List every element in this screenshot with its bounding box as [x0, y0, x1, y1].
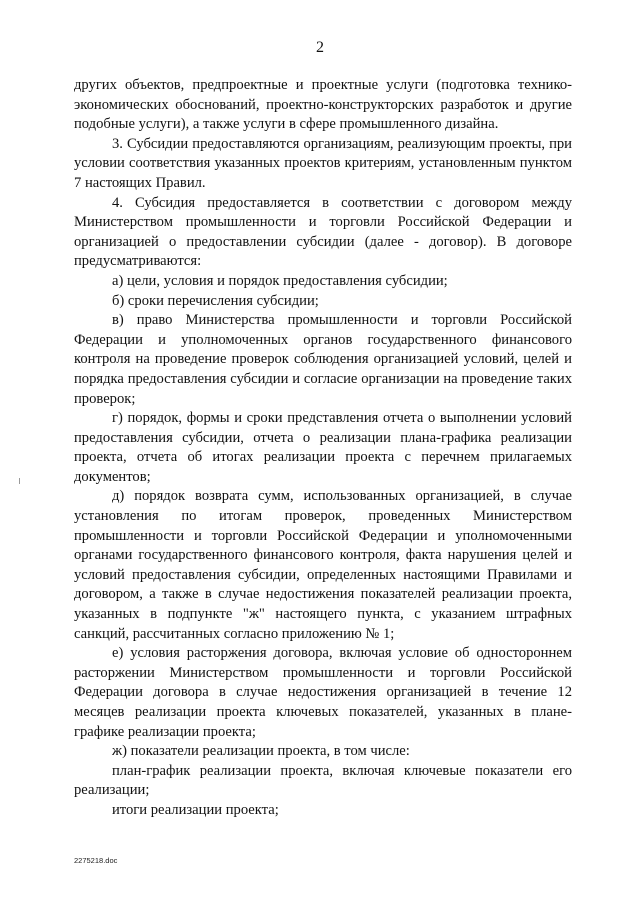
paragraph-item-e: е) условия расторжения договора, включая условие об одностороннем расторжении Министерством промышленности и торговли Российской Федерации договора в случае недостижения организацией в течение 12 месяцев реализации проекта ключевых показателей, указанных в плане-графике реализации проекта; — [74, 645, 572, 740]
footer-filename: 2275218.doc — [74, 856, 118, 865]
document-body — [74, 76, 572, 821]
paragraph-item-d: д) порядок возврата сумм, использованных организацией, в случае установления по итогам проверок, проведенных Министерством промышленности и торговли Российской Федерации и уполномоченными органами государственного финансового контроля, факта нарушения целей и условий предоставления субсидии, определенных настоящими Правилами и договором, а также в случае недостижения показателей реализации проекта, указанных в подпункте "ж" настоящего пункта, с указанием штрафных санкций, рассчитанных согласно приложению № 1; — [74, 488, 572, 642]
page-number: 2 — [316, 39, 324, 56]
paragraph-subitem-results: итоги реализации проекта; — [112, 801, 279, 818]
paragraph-item-zh: ж) показатели реализации проекта, в том числе: — [112, 743, 410, 760]
paragraph-item-g: г) порядок, формы и сроки представления отчета о выполнении условий предоставления субсидии, отчета о реализации плана-графика реализации проекта, отчета об итогах реализации проекта с перечнем прилагаемых документов; — [74, 410, 572, 485]
scan-margin-mark — [19, 478, 20, 484]
paragraph-item-b: б) сроки перечисления субсидии; — [112, 292, 319, 309]
paragraph-clause-3: 3. Субсидии предоставляются организациям, реализующим проекты, при условии соответствия указанных проектов критериям, установленным пунктом 7 настоящих Правил. — [74, 135, 572, 191]
paragraph-continuation: других объектов, предпроектные и проектные услуги (подготовка технико-экономических обоснований, проектно-конструкторских разработок и другие подобные услуги), а также услуги в сфере промышленного дизайна. — [74, 77, 572, 133]
paragraph-item-v: в) право Министерства промышленности и торговли Российской Федерации и уполномоченных органов государственного финансового контроля на проведение проверок соблюдения организацией условий, целей и порядка предоставления субсидии и согласие организации на проведение таких проверок; — [74, 312, 572, 407]
paragraph-item-a: а) цели, условия и порядок предоставления субсидии; — [112, 272, 448, 289]
paragraph-subitem-plan: план-график реализации проекта, включая ключевые показатели его реализации; — [74, 762, 572, 799]
paragraph-clause-4: 4. Субсидия предоставляется в соответствии с договором между Министерством промышленности и торговли Российской Федерации и организацией о предоставлении субсидии (далее - договор). В договоре предусматриваются: — [74, 194, 572, 270]
